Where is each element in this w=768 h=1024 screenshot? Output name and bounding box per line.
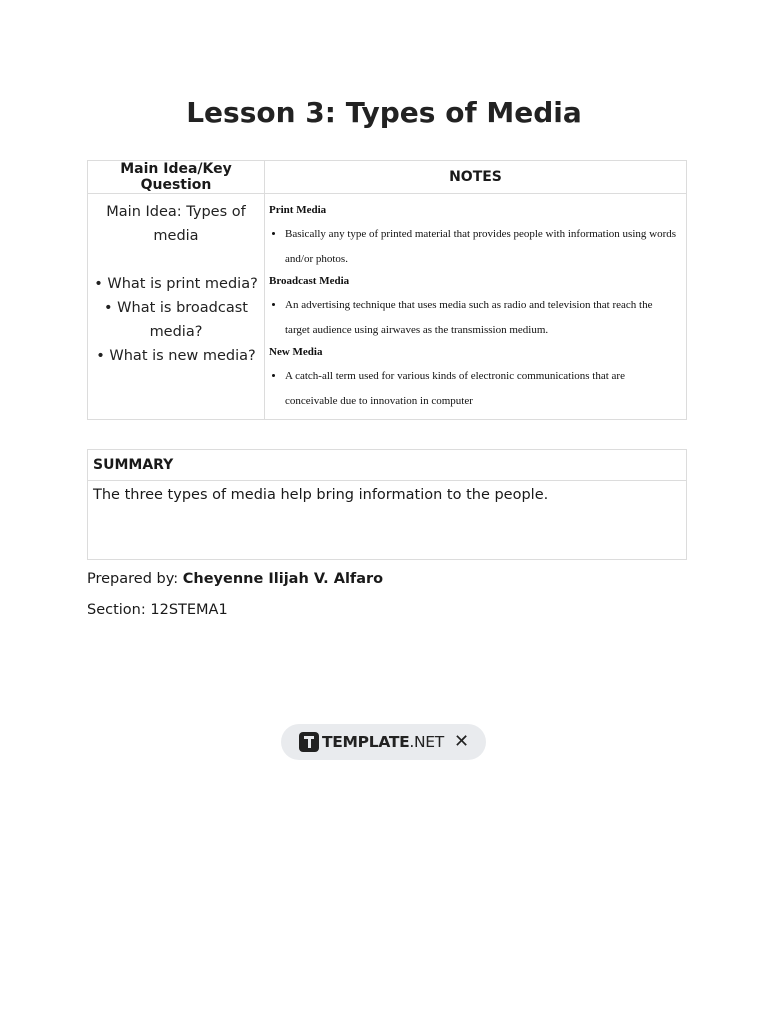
- note-heading: Broadcast Media: [269, 275, 350, 287]
- brand-light: .NET: [409, 733, 444, 751]
- template-logo-icon: [299, 732, 319, 752]
- question-text: What is broadcast media?: [117, 300, 248, 340]
- question-item: • What is new media?: [96, 348, 256, 364]
- question-item: • What is print media?: [94, 276, 258, 292]
- question-text: What is new media?: [109, 348, 256, 364]
- header-notes: NOTES: [265, 161, 687, 194]
- note-heading: New Media: [269, 346, 323, 358]
- note-bullet: • Basically any type of printed material that provides people with information using words and/or photos.: [285, 222, 680, 271]
- prepared-by-label: Prepared by:: [87, 571, 179, 587]
- note-bullets: [269, 222, 680, 271]
- notes-table: [87, 160, 687, 420]
- note-bullets: [269, 293, 680, 342]
- page-title: Lesson 3: Types of Media: [186, 96, 582, 129]
- note-bullet: • An advertising technique that uses media such as radio and television that reach the target audience using airwaves as the transmission medium.: [285, 293, 680, 342]
- prepared-by: [87, 571, 383, 587]
- question-item: • What is broadcast media?: [104, 300, 248, 340]
- close-icon[interactable]: ✕: [453, 731, 470, 752]
- main-idea: Main Idea: Types of media: [106, 204, 246, 244]
- summary-text: The three types of media help bring information to the people.: [93, 487, 549, 503]
- prepared-by-name: Cheyenne Ilijah V. Alfaro: [182, 571, 384, 587]
- notes-cell: [265, 194, 687, 420]
- brand-name: [322, 733, 444, 751]
- note-bullet: • A catch-all term used for various kinds of electronic communications that are conceivable due to innovation in computer: [285, 364, 680, 413]
- question-text: What is print media?: [107, 276, 258, 292]
- brand-bold: TEMPLATE: [322, 733, 410, 751]
- summary-heading: SUMMARY: [88, 450, 686, 481]
- header-main-idea: Main Idea/Key Question: [88, 161, 265, 194]
- section-label: Section: 12STEMA1: [87, 602, 228, 618]
- key-questions-cell: [88, 194, 265, 420]
- question-list: [94, 272, 258, 368]
- note-bullets: [269, 364, 680, 413]
- template-net-badge[interactable]: [281, 724, 486, 760]
- summary-box: [87, 449, 687, 560]
- note-heading: Print Media: [269, 204, 327, 216]
